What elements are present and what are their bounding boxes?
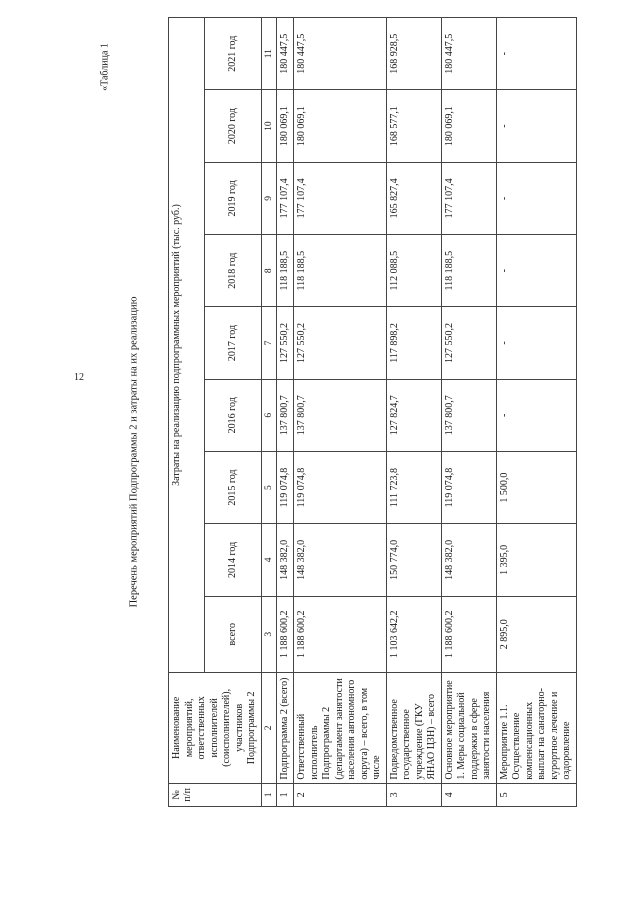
row-name: Основное мероприятие 1. Меры социальной поддержки в сфере занятости населения — [441, 673, 496, 784]
row-number: 5 — [496, 783, 576, 806]
cell-value: 127 550,2 — [294, 307, 387, 379]
row-name: Мероприятие 1.1. Осуществление компенсационных выплат на санаторно-курортное лечение и оздоровление — [496, 673, 576, 784]
cell-value: 177 107,4 — [294, 162, 387, 234]
cell-value: 119 074,8 — [441, 451, 496, 523]
cell-value: 118 188,5 — [441, 235, 496, 307]
column-number: 7 — [261, 307, 276, 379]
cell-value: - — [496, 18, 576, 90]
cell-value: 118 188,5 — [294, 235, 387, 307]
header-year: 2021 год — [204, 18, 261, 90]
cell-value: - — [496, 307, 576, 379]
cell-value: 177 107,4 — [441, 162, 496, 234]
column-number: 9 — [261, 162, 276, 234]
cell-value: 168 928,5 — [386, 18, 441, 90]
column-number-row — [261, 18, 276, 807]
column-number: 11 — [261, 18, 276, 90]
cell-value: 148 382,0 — [294, 524, 387, 596]
header-no: № п/п — [169, 783, 262, 806]
table-row — [496, 18, 576, 807]
header-year: 2016 год — [204, 379, 261, 451]
cell-value: 137 800,7 — [441, 379, 496, 451]
column-number: 3 — [261, 596, 276, 673]
table-row — [386, 18, 441, 807]
cell-value: 127 550,2 — [441, 307, 496, 379]
header-row-1 — [169, 18, 205, 807]
table-wrapper — [168, 17, 626, 807]
cell-value: - — [496, 90, 576, 162]
cell-value: 1 188 600,2 — [294, 596, 387, 673]
cell-value: 180 069,1 — [294, 90, 387, 162]
cell-value: 1 103 642,2 — [386, 596, 441, 673]
column-number: 8 — [261, 235, 276, 307]
cell-value: 127 824,7 — [386, 379, 441, 451]
row-name: Подпрограмма 2 (всего) — [276, 673, 294, 784]
cell-value: 180 447,5 — [441, 18, 496, 90]
cell-value: 1 188 600,2 — [441, 596, 496, 673]
header-year: 2018 год — [204, 235, 261, 307]
row-number: 2 — [294, 783, 387, 806]
rotated-table — [168, 17, 626, 807]
cell-value: 168 577,1 — [386, 90, 441, 162]
cell-value: 119 074,8 — [276, 451, 294, 523]
cell-value: 180 447,5 — [276, 18, 294, 90]
costs-table — [168, 17, 577, 807]
cell-value: 148 382,0 — [441, 524, 496, 596]
cell-value: 180 069,1 — [276, 90, 294, 162]
cell-value: 150 774,0 — [386, 524, 441, 596]
row-number: 1 — [276, 783, 294, 806]
table-title-text: Перечень мероприятий Подпрограммы 2 и затраты на их реализацию — [128, 296, 140, 608]
column-number: 4 — [261, 524, 276, 596]
cell-value: - — [496, 162, 576, 234]
cell-value: 2 895,0 — [496, 596, 576, 673]
cell-value: 127 550,2 — [276, 307, 294, 379]
cell-value: 137 800,7 — [276, 379, 294, 451]
table-row — [441, 18, 496, 807]
column-number: 5 — [261, 451, 276, 523]
header-year: 2014 год — [204, 524, 261, 596]
cell-value: 1 500,0 — [496, 451, 576, 523]
cell-value: 119 074,8 — [294, 451, 387, 523]
cell-value: 180 447,5 — [294, 18, 387, 90]
table-tag-text: «Таблица 1 — [99, 43, 111, 91]
header-year: 2017 год — [204, 307, 261, 379]
table-row — [276, 18, 294, 807]
header-year: всего — [204, 596, 261, 673]
header-year: 2020 год — [204, 90, 261, 162]
header-year: 2019 год — [204, 162, 261, 234]
column-number: 10 — [261, 90, 276, 162]
cell-value: 148 382,0 — [276, 524, 294, 596]
cell-value: 177 107,4 — [276, 162, 294, 234]
cell-value: 112 088,5 — [386, 235, 441, 307]
cell-value: 111 723,8 — [386, 451, 441, 523]
row-name: Подведомственное государственное учреждение (ГКУ ЯНАО ЦЗН) – всего — [386, 673, 441, 784]
table-row — [294, 18, 387, 807]
row-number: 3 — [386, 783, 441, 806]
cell-value: - — [496, 235, 576, 307]
column-number: 1 — [261, 783, 276, 806]
cell-value: 117 898,2 — [386, 307, 441, 379]
page-number: 12 — [74, 372, 84, 383]
cell-value: 165 827,4 — [386, 162, 441, 234]
cell-value: - — [496, 379, 576, 451]
cell-value: 180 069,1 — [441, 90, 496, 162]
cell-value: 137 800,7 — [294, 379, 387, 451]
row-name: Ответственный исполнитель Подпрограммы 2 (департамент занятости населения автономного округа) – всего, в том числе — [294, 673, 387, 784]
header-name: Наименование мероприятий, ответственных исполнителей (соисполнителей), участников Подпрограммы 2 — [169, 673, 262, 784]
row-number: 4 — [441, 783, 496, 806]
column-number: 6 — [261, 379, 276, 451]
cell-value: 1 188 600,2 — [276, 596, 294, 673]
cell-value: 118 188,5 — [276, 235, 294, 307]
column-number: 2 — [261, 673, 276, 784]
cell-value: 1 395,0 — [496, 524, 576, 596]
header-year: 2015 год — [204, 451, 261, 523]
header-costs-group: Затраты на реализацию подпрограммных мероприятий (тыс. руб.) — [169, 18, 205, 673]
